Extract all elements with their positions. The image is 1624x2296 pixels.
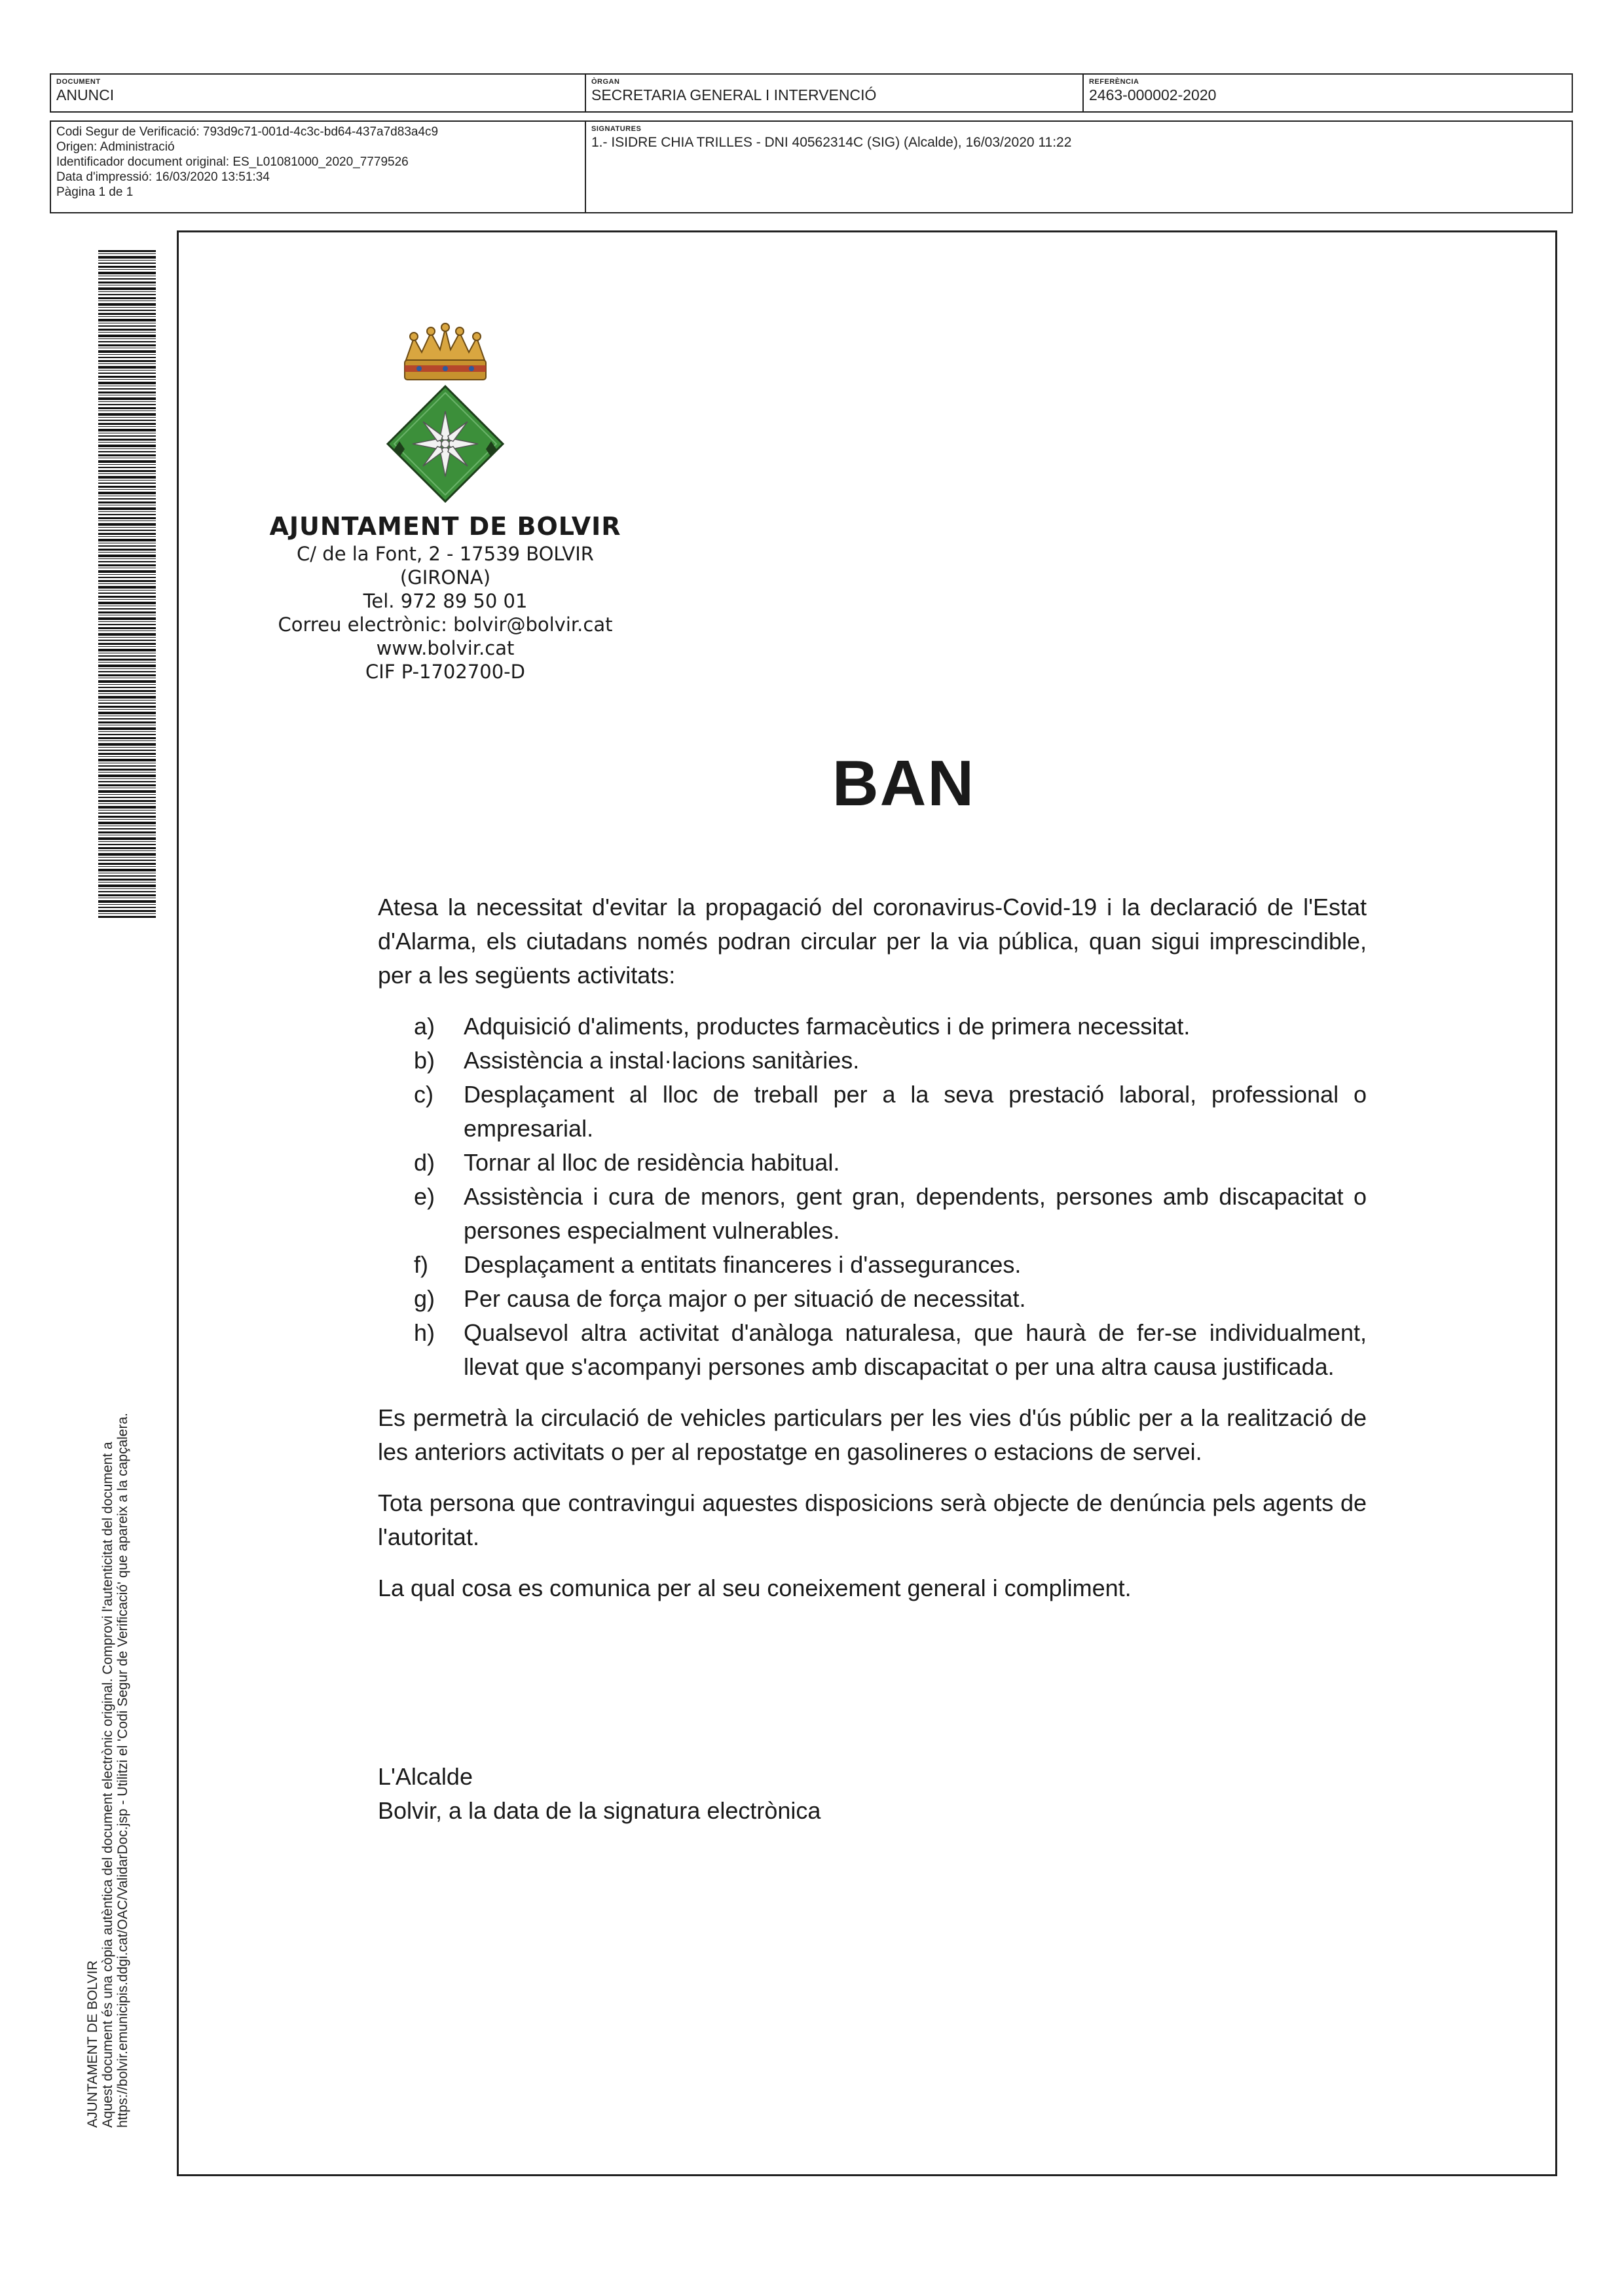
header-top-row [50,73,1573,113]
shield-icon [388,386,503,501]
list-item [378,1044,1367,1078]
organ-cell [585,75,1082,111]
barcode [98,250,156,918]
list-item-text: Assistència a instal·lacions sanitàries. [464,1047,860,1074]
original-id-line: Identificador document original: ES_L01081000_2020_7779526 [56,155,409,169]
verification-code[interactable]: Codi Segur de Verificació: 793d9c71-001d-4c3c-bd64-437a7d83a4c9 [56,125,439,139]
origin-line: Origen: Administració [56,140,175,154]
list-item [378,1146,1367,1180]
header-bottom-row [50,120,1573,213]
org-phone[interactable]: Tel. 972 89 50 01 [363,590,528,612]
verification-cell [51,122,585,212]
signature-block [378,1760,1164,1828]
list-marker: e) [414,1183,435,1210]
list-item-text: Adquisició d'aliments, productes farmacèutics i de primera necessitat. [464,1013,1190,1040]
closing-paragraph: La qual cosa es comunica per al seu coneixement general i compliment. [378,1575,1132,1601]
list-marker: g) [414,1285,435,1312]
page-title: BAN [832,747,976,819]
list-item-text: Desplaçament al lloc de treball per a la seva prestació laboral, professional o empresarial. [464,1081,1367,1142]
org-letterhead [262,511,629,683]
list-item [378,1180,1367,1248]
list-marker: h) [414,1319,435,1346]
signatures-value: 1.- ISIDRE CHIA TRILLES - DNI 40562314C (SIG) (Alcalde), 16/03/2020 11:22 [591,135,1072,150]
list-item [378,1078,1367,1146]
penalty-paragraph: Tota persona que contravingui aquestes disposicions serà objecte de denúncia pels agents de l'autoritat. [378,1489,1367,1550]
document-value: ANUNCI [56,86,115,103]
list-item [378,1316,1367,1384]
proclamation-body [378,890,1367,1622]
list-item-text: Tornar al lloc de residència habitual. [464,1149,840,1176]
list-marker: a) [414,1013,435,1040]
reference-cell [1082,75,1572,111]
organ-value: SECRETARIA GENERAL I INTERVENCIÓ [591,86,877,103]
reference-label: REFERÈNCIA [1089,78,1139,86]
list-item-text: Assistència i cura de menors, gent gran, dependents, persones amb discapacitat o persones especialment vulnerables. [464,1183,1367,1244]
activities-list [378,1010,1367,1384]
document-cell [51,75,585,111]
signatures-cell [585,122,1572,212]
list-item-text: Qualsevol altra activitat d'anàloga naturalesa, que haurà de fer-se individualment, llevat que s'acompanyi persones amb discapacitat o per una altra causa justificada. [464,1319,1367,1380]
reference-value: 2463-000002-2020 [1089,86,1217,103]
org-website[interactable]: www.bolvir.cat [376,637,515,659]
org-address: C/ de la Font, 2 - 17539 BOLVIR (GIRONA) [297,543,594,589]
municipal-crest-icon [380,319,511,506]
list-marker: c) [414,1081,434,1108]
list-item-text: Per causa de força major o per situació de necessitat. [464,1285,1026,1312]
crown-icon [405,323,486,380]
list-marker: b) [414,1047,435,1074]
margin-validation-url[interactable]: https://bolvir.emunicipis.ddgi.cat/OAC/ValidarDoc.jsp - Utilitzi el 'Codi Segur de Verificació' que apareix a la capçalera. [115,1413,130,2128]
margin-org-name: AJUNTAMENT DE BOLVIR [85,1960,100,2128]
organ-label: ÒRGAN [591,78,620,86]
list-marker: f) [414,1251,428,1278]
intro-paragraph: Atesa la necessitat d'evitar la propagació del coronavirus-Covid-19 i la declaració de l'Estat d'Alarma, els ciutadans només podran circular per la via pública, quan sigui imprescindible, per a les següents activitats: [378,894,1367,989]
signer-role: L'Alcalde [378,1763,473,1790]
margin-validation-text [85,1342,130,2128]
document-label: DOCUMENT [56,78,101,86]
print-date-line: Data d'impressió: 16/03/2020 13:51:34 [56,170,270,184]
org-email[interactable]: Correu electrònic: bolvir@bolvir.cat [278,613,613,636]
vehicles-paragraph: Es permetrà la circulació de vehicles particulars per les vies d'ús públic per a la realització de les anteriors activitats o per al repostatge en gasolineres o estacions de servei. [378,1404,1367,1465]
list-item [378,1248,1367,1282]
margin-copy-notice: Aquest document és una còpia autèntica del document electrònic original. Comprovi l'autenticitat del document a [100,1442,115,2128]
signatures-label: SIGNATURES [591,125,642,133]
page-count-line: Pàgina 1 de 1 [56,185,134,199]
signature-place-date: Bolvir, a la data de la signatura electrònica [378,1797,821,1824]
list-item [378,1282,1367,1316]
list-item [378,1010,1367,1044]
list-item-text: Desplaçament a entitats financeres i d'assegurances. [464,1251,1022,1278]
org-name: AJUNTAMENT DE BOLVIR [269,512,621,541]
org-cif: CIF P-1702700-D [365,661,525,683]
list-marker: d) [414,1149,435,1176]
